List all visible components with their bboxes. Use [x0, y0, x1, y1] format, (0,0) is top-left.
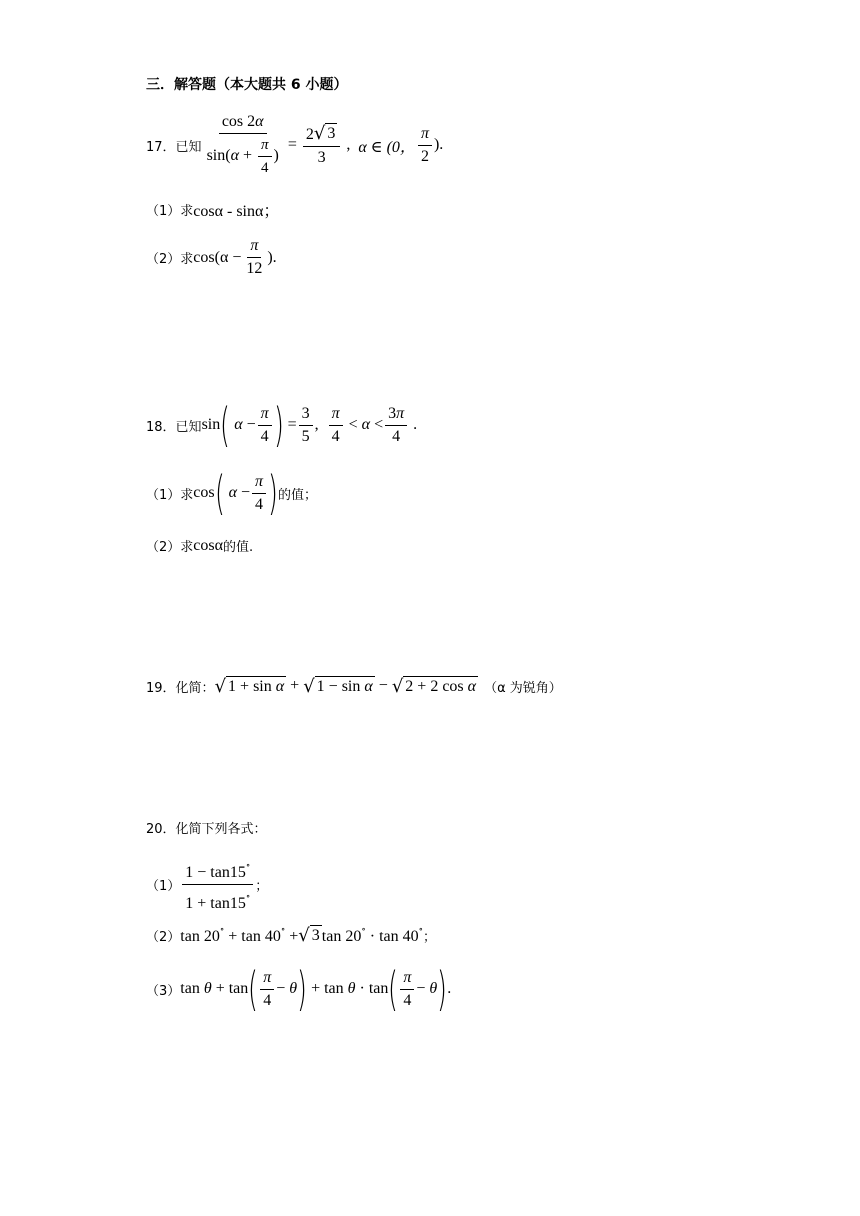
q19-number: 19． — [146, 680, 176, 696]
q17-part2-suffix: ). — [267, 248, 277, 266]
q17-part2-prefix: cos(α − — [193, 248, 242, 266]
q17-pi-half: $\frac{\pi}{2}$ — [418, 124, 432, 167]
q18-part2 — [146, 536, 253, 555]
q20-part2-label: （2） — [146, 929, 181, 945]
q17-part1-expr: cosα - sinα； — [193, 203, 280, 220]
q18-part1: （1）求 cos ( α − $\frac{\pi}{4}$ ) 的值； — [146, 466, 317, 520]
q20-part1-label: （1） — [146, 879, 181, 894]
question-19: 19． 化简： √ 1 + sin α + √ 1 − sin α − √ 2 + 2 cos α （α 为锐角） — [146, 676, 562, 697]
q18-number: 18． — [146, 419, 176, 435]
q18-part1-suffix: 的值； — [277, 487, 317, 503]
q18-lead: 已知 — [175, 419, 202, 435]
q18-part2-suffix: 的值. — [223, 540, 254, 555]
q17-part2-fraction: $\frac{\pi}{12}$ — [246, 237, 263, 277]
q20-part2: （2） tan 20∘ + tan 40∘ + √ 3 tan 20∘ · tan 40∘ ； — [146, 924, 437, 946]
q17-number: 17． — [146, 139, 176, 155]
q18-part1-label: （1）求 — [146, 487, 194, 503]
question-20 — [146, 818, 267, 837]
q19-note: （α 为锐角） — [484, 680, 562, 696]
q17-part2 — [146, 236, 277, 279]
q20-number: 20． — [146, 822, 176, 837]
q17-part2-label: （2）求 — [146, 252, 194, 267]
q17-part1 — [146, 198, 279, 221]
q17-lead: 已知 — [175, 139, 202, 155]
q18-part2-label: （2）求 — [146, 540, 194, 555]
section-title: 三．解答题（本大题共 6 小题） — [146, 77, 348, 93]
q17-condition: α ∈ (0， — [358, 138, 416, 156]
question-18: 18． 已知 sin ( α − $\frac{\pi}{4}$ ) = $\frac{3}{5}$ , $\frac{\pi}{4}$ < α < $\frac{3\pi}{4}$ . — [146, 398, 418, 452]
q20-lead: 化简下列各式： — [175, 822, 267, 837]
q17-main-fraction: cos 2α sin(α + $\frac{\pi}{4}$ ) — [206, 113, 279, 176]
q17-part1-label: （1）求 — [146, 204, 194, 219]
q17-rhs-fraction: 2 √ 3 3 — [303, 123, 340, 168]
q18-part2-expr: cosα — [193, 536, 223, 554]
q20-part1: （1） $\frac{1 - \tan 15^\circ}{1 + \tan 15^\circ}$ ； — [146, 855, 268, 914]
question-17: 17． 已知 cos 2α sin(α + $\frac{\pi}{4}$ ) = 2 √ 3 3 , α ∈ (0， $\frac{\pi}{2}$ ). — [146, 113, 444, 176]
q20-part3-label: （3） — [146, 983, 181, 999]
q19-lead: 化简： — [175, 680, 215, 696]
q20-part3: （3） tan θ + tan ( $\frac{\pi}{4}$ − θ ) + tan θ · tan ( $\frac{\pi}{4}$ − θ ) . — [146, 962, 452, 1016]
